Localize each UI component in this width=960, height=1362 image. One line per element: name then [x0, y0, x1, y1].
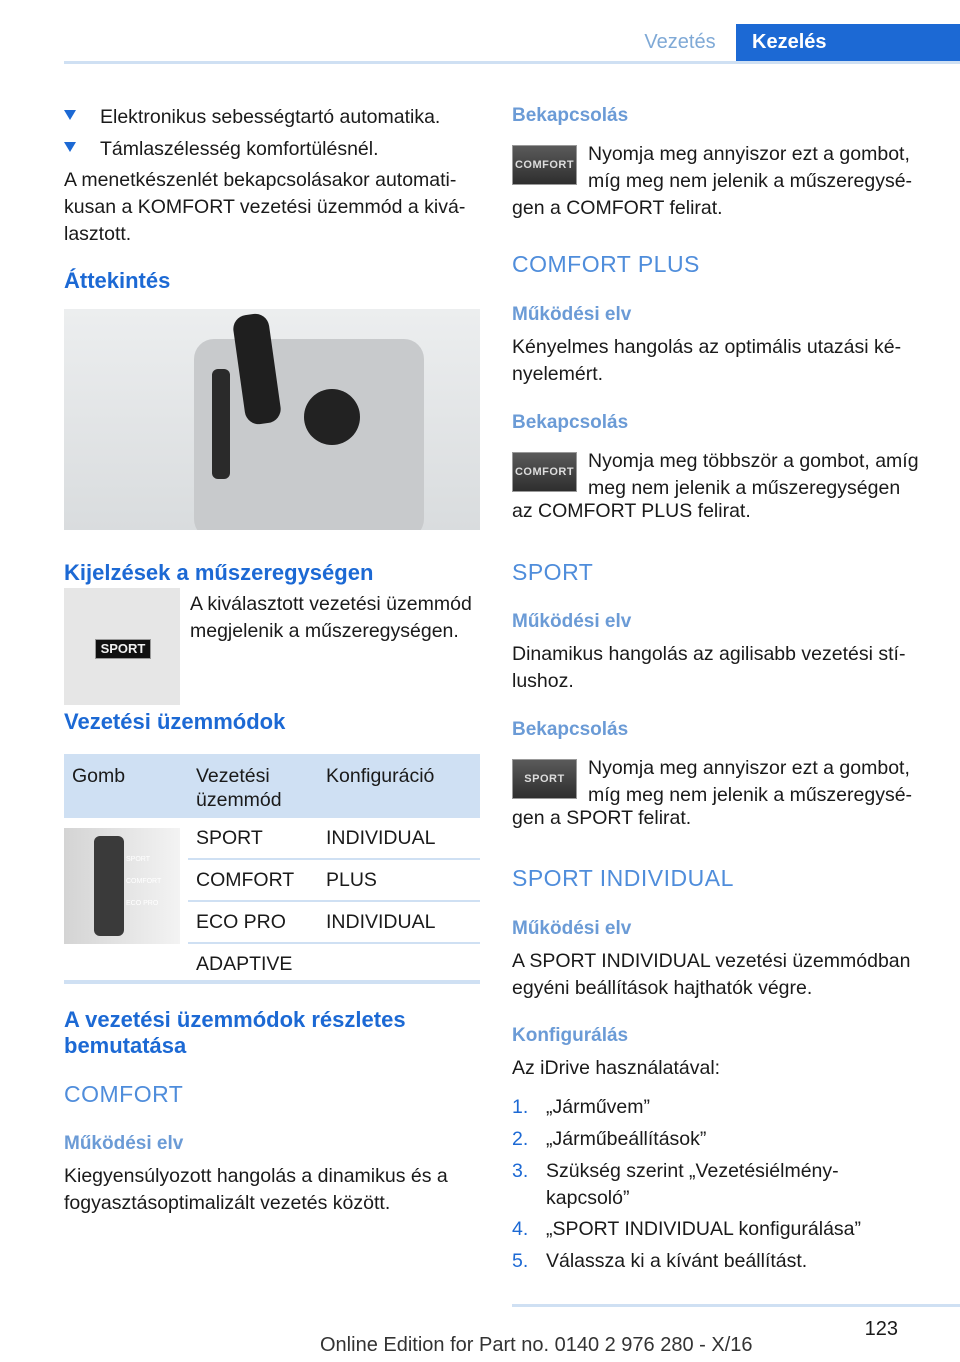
sport-display-badge: SPORT: [95, 639, 151, 659]
console-photo: [64, 309, 480, 530]
heading-sport: SPORT: [512, 559, 594, 585]
col-header-konfiguracio: Konfiguráció: [318, 754, 480, 818]
sport-on-text-a: Nyomja meg annyiszor ezt a gombot, míg meg nem jelenik a műszeregysé-: [588, 757, 913, 806]
page-number: 123: [864, 1318, 898, 1340]
triangle-bullet-icon: [64, 142, 76, 152]
table-row: COMFORT PLUS: [64, 859, 480, 901]
heading-comfort-plus: COMFORT PLUS: [512, 251, 700, 277]
comfort-plus-on-text-b: az COMFORT PLUS felirat.: [512, 500, 751, 522]
col-header-gomb: Gomb: [64, 754, 188, 818]
table-row: SPORT COMFORT ECO PRO SPORT INDIVIDUAL: [64, 818, 480, 859]
comfort-on-text-b: gen a COMFORT felirat.: [512, 197, 723, 219]
heading-attekintes: Áttekintés: [64, 268, 171, 293]
comfort-text: Kiegyensúlyozott hangolás a dinamikus és a fogyasztásoptimalizált vezetés között.: [64, 1165, 448, 1214]
heading-konfiguralas: Konfigurálás: [512, 1025, 629, 1046]
comfort-plus-text: Kényelmes hangolás az optimális utazási ké- nyelemért.: [512, 336, 902, 385]
button-image-cell: [64, 818, 188, 984]
edition-footer: Online Edition for Part no. 0140 2 976 280 - X/16: [320, 1334, 753, 1356]
heading-bekapcsolas: Bekapcsolás: [512, 412, 629, 433]
sport-button-icon: SPORT: [512, 759, 577, 799]
heading-mukodesi-elv: Működési elv: [512, 304, 632, 325]
footer-divider: [512, 1304, 960, 1307]
heading-bekapcsolas: Bekapcsolás: [512, 719, 629, 740]
driving-modes-table: [64, 754, 480, 984]
kijelzes-text: A kiválasztott vezetési üzemmód megjelenik a műszeregységen.: [190, 593, 472, 642]
heading-bekapcsolas: Bekapcsolás: [512, 105, 629, 126]
heading-sport-individual: SPORT INDIVIDUAL: [512, 865, 734, 891]
comfort-button-icon: COMFORT: [512, 145, 577, 185]
sport-text: Dinamikus hangolás az agilisabb vezetési stí- lushoz.: [512, 643, 906, 692]
heading-mukodesi-elv: Működési elv: [64, 1133, 184, 1154]
idrive-controller-icon: [304, 389, 360, 445]
triangle-bullet-icon: [64, 110, 76, 120]
comfort-on-text-a: Nyomja meg annyiszor ezt a gombot, míg meg nem jelenik a műszeregysé-: [588, 143, 913, 192]
table-bottom-rule: [64, 980, 480, 984]
tab-kezeles[interactable]: Kezelés: [736, 24, 960, 61]
sport-individual-text: A SPORT INDIVIDUAL vezetési üzemmódban egyéni beállítások hajthatók végre.: [512, 950, 911, 999]
heading-uzemmodok: Vezetési üzemmódok: [64, 709, 286, 734]
heading-comfort: COMFORT: [64, 1081, 184, 1107]
header-divider: [64, 61, 960, 64]
table-row: ECO PRO INDIVIDUAL: [64, 901, 480, 943]
heading-mukodesi-elv: Működési elv: [512, 918, 632, 939]
tab-vezetes[interactable]: Vezetés: [644, 31, 716, 53]
heading-mukodesi-elv: Működési elv: [512, 611, 632, 632]
heading-reszletes: A vezetési üzemmódok részletes bemutatása: [64, 1007, 406, 1058]
comfort-plus-on-text-a: Nyomja meg többször a gombot, amíg meg nem jelenik a műszeregységen: [588, 450, 919, 499]
comfort-button-icon: COMFORT: [512, 452, 577, 492]
intro-paragraph: A menetkészenlét bekapcsolásakor automati- kusan a KOMFORT vezetési üzemmód a kivá- lasztott.: [64, 169, 466, 245]
mode-buttons-icon: SPORT COMFORT ECO PRO: [64, 828, 180, 944]
sport-on-text-b: gen a SPORT felirat.: [512, 807, 692, 829]
idrive-text: Az iDrive használatával:: [512, 1057, 721, 1079]
col-header-uzemmod: Vezetési üzemmód: [188, 754, 318, 818]
heading-kijelzesek: Kijelzések a műszeregységen: [64, 560, 374, 585]
table-row: ADAPTIVE: [196, 952, 293, 975]
